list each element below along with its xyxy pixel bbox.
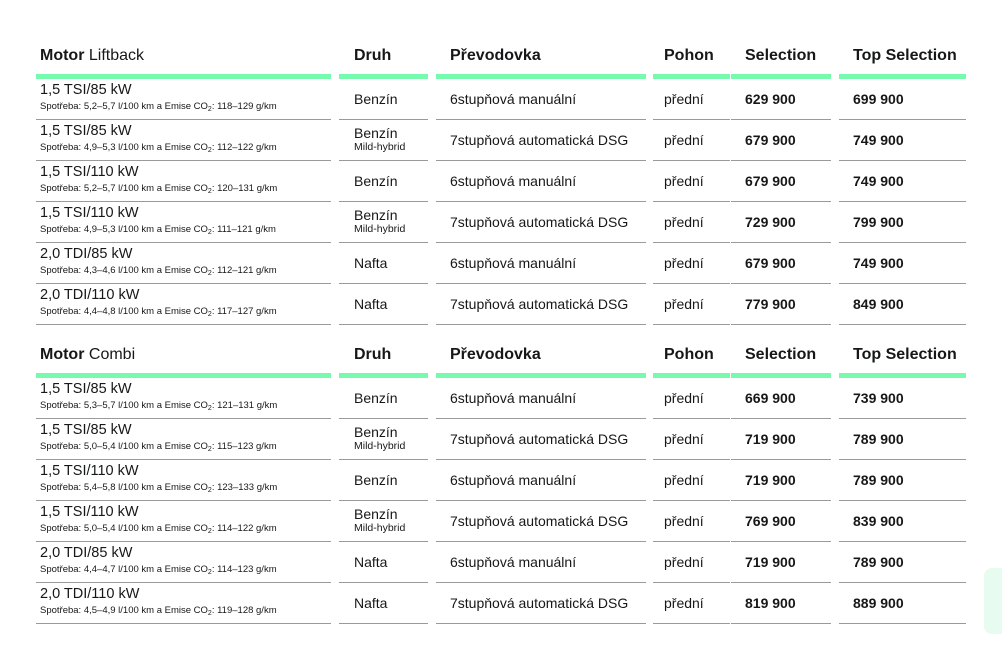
drive-header: Pohon	[664, 47, 714, 64]
top-selection-price: 799 900	[853, 214, 904, 230]
header-accent-bar	[731, 373, 831, 378]
transmission-header: Převodovka	[450, 47, 541, 64]
fuel-cell	[354, 506, 405, 534]
consumption-text: Spotřeba: 4,5–4,9 l/100 km a Emise CO	[40, 605, 208, 616]
fuel-type: Nafta	[354, 554, 388, 570]
emission-text: : 111–121 g/km	[211, 224, 276, 235]
consumption-text: Spotřeba: 4,9–5,3 l/100 km a Emise CO	[40, 224, 208, 235]
row-divider	[36, 324, 331, 325]
row-divider	[436, 201, 646, 202]
row-divider	[436, 459, 646, 460]
row-divider	[339, 324, 428, 325]
engine-name: 1,5 TSI/110 kW	[40, 164, 139, 180]
emission-text: : 121–131 g/km	[211, 400, 278, 411]
row-divider	[839, 582, 966, 583]
row-divider	[339, 582, 428, 583]
row-divider	[731, 324, 831, 325]
transmission-cell: 7stupňová automatická DSG	[450, 214, 629, 230]
engine-name: 1,5 TSI/85 kW	[40, 82, 132, 98]
row-divider	[653, 119, 730, 120]
row-divider	[339, 201, 428, 202]
row-divider	[731, 582, 831, 583]
fuel-cell	[354, 173, 398, 189]
drive-cell: přední	[664, 255, 704, 271]
row-divider	[653, 201, 730, 202]
consumption-emission-note	[40, 100, 277, 113]
consumption-text: Spotřeba: 5,4–5,8 l/100 km a Emise CO	[40, 482, 208, 493]
row-divider	[36, 119, 331, 120]
fuel-subtype: Mild-hybrid	[354, 440, 406, 452]
row-divider	[339, 119, 428, 120]
selection-price: 669 900	[745, 390, 796, 406]
engine-cell	[40, 286, 277, 318]
fuel-type: Benzín	[354, 91, 398, 107]
row-divider	[653, 541, 730, 542]
top-selection-price: 749 900	[853, 173, 904, 189]
engine-name: 2,0 TDI/110 kW	[40, 287, 140, 303]
fuel-cell	[354, 472, 398, 488]
consumption-emission-note	[40, 223, 276, 236]
row-divider	[36, 283, 331, 284]
emission-text: : 112–122 g/km	[211, 142, 277, 153]
row-divider	[653, 324, 730, 325]
fuel-header: Druh	[354, 47, 392, 64]
top-selection-price: 789 900	[853, 472, 904, 488]
consumption-emission-note	[40, 264, 277, 277]
row-divider	[436, 324, 646, 325]
row-divider	[436, 582, 646, 583]
top-selection-header: Top Selection	[853, 346, 957, 363]
drive-cell: přední	[664, 173, 704, 189]
transmission-cell: 6stupňová manuální	[450, 390, 577, 406]
transmission-cell: 6stupňová manuální	[450, 173, 577, 189]
emission-text: : 115–123 g/km	[211, 441, 277, 452]
fuel-cell	[354, 595, 387, 611]
row-divider	[436, 160, 646, 161]
drive-cell: přední	[664, 296, 704, 312]
engine-name: 1,5 TSI/85 kW	[40, 381, 132, 397]
row-divider	[731, 500, 831, 501]
top-selection-price: 889 900	[853, 595, 904, 611]
selection-price: 779 900	[745, 296, 796, 312]
fuel-subtype: Mild-hybrid	[354, 141, 406, 153]
fuel-cell	[354, 554, 387, 570]
selection-price: 719 900	[745, 431, 796, 447]
motor-header	[40, 47, 144, 65]
motor-header	[40, 346, 135, 364]
fuel-cell	[354, 125, 405, 153]
row-divider	[36, 541, 331, 542]
row-divider	[339, 623, 428, 624]
header-accent-bar	[731, 74, 831, 79]
row-divider	[839, 500, 966, 501]
drive-cell: přední	[664, 214, 704, 230]
row-divider	[731, 160, 831, 161]
row-divider	[36, 201, 331, 202]
selection-price: 769 900	[745, 513, 796, 529]
consumption-emission-note	[40, 563, 277, 576]
selection-price: 679 900	[745, 255, 796, 271]
row-divider	[339, 500, 428, 501]
consumption-emission-note	[40, 604, 277, 617]
header-accent-bar	[436, 74, 646, 79]
fuel-cell	[354, 296, 387, 312]
row-divider	[339, 418, 428, 419]
transmission-cell: 7stupňová automatická DSG	[450, 431, 629, 447]
row-divider	[436, 283, 646, 284]
selection-price: 629 900	[745, 91, 796, 107]
top-selection-price: 749 900	[853, 132, 904, 148]
header-accent-bar	[839, 74, 966, 79]
top-selection-price: 699 900	[853, 91, 904, 107]
co2-subscript: 2	[207, 528, 212, 535]
fuel-type: Benzín	[354, 506, 398, 522]
row-divider	[436, 242, 646, 243]
consumption-text: Spotřeba: 5,3–5,7 l/100 km a Emise CO	[40, 400, 208, 411]
emission-text: : 112–121 g/km	[211, 265, 277, 276]
transmission-cell: 6stupňová manuální	[450, 91, 577, 107]
row-divider	[36, 242, 331, 243]
top-selection-price: 789 900	[853, 554, 904, 570]
row-divider	[731, 541, 831, 542]
row-divider	[339, 160, 428, 161]
engine-cell	[40, 245, 277, 277]
co2-subscript: 2	[207, 311, 212, 318]
consumption-emission-note	[40, 481, 277, 494]
transmission-cell: 7stupňová automatická DSG	[450, 513, 629, 529]
fuel-header: Druh	[354, 346, 392, 363]
motor-label: Motor	[40, 47, 85, 64]
row-divider	[839, 541, 966, 542]
engine-cell	[40, 585, 277, 617]
engine-name: 2,0 TDI/110 kW	[40, 586, 140, 602]
row-divider	[436, 418, 646, 419]
fuel-cell	[354, 207, 405, 235]
top-selection-header: Top Selection	[853, 47, 957, 64]
row-divider	[839, 201, 966, 202]
drive-cell: přední	[664, 390, 704, 406]
engine-cell	[40, 204, 276, 236]
header-accent-bar	[653, 373, 730, 378]
row-divider	[436, 541, 646, 542]
consumption-emission-note	[40, 399, 277, 412]
transmission-cell: 7stupňová automatická DSG	[450, 296, 629, 312]
row-divider	[653, 160, 730, 161]
co2-subscript: 2	[207, 188, 212, 195]
fuel-type: Nafta	[354, 296, 388, 312]
header-accent-bar	[339, 74, 428, 79]
selection-price: 819 900	[745, 595, 796, 611]
row-divider	[839, 242, 966, 243]
selection-price: 729 900	[745, 214, 796, 230]
row-divider	[839, 119, 966, 120]
engine-cell	[40, 122, 277, 154]
engine-cell	[40, 380, 277, 412]
row-divider	[653, 242, 730, 243]
transmission-cell: 6stupňová manuální	[450, 554, 577, 570]
drive-cell: přední	[664, 554, 704, 570]
emission-text: : 114–122 g/km	[211, 523, 277, 534]
row-divider	[653, 283, 730, 284]
row-divider	[36, 582, 331, 583]
engine-name: 2,0 TDI/85 kW	[40, 246, 133, 262]
emission-text: : 123–133 g/km	[211, 482, 278, 493]
fuel-type: Benzín	[354, 173, 398, 189]
emission-text: : 119–128 g/km	[211, 605, 277, 616]
engine-name: 1,5 TSI/110 kW	[40, 504, 139, 520]
transmission-cell: 6stupňová manuální	[450, 472, 577, 488]
row-divider	[731, 623, 831, 624]
consumption-text: Spotřeba: 4,4–4,8 l/100 km a Emise CO	[40, 306, 208, 317]
row-divider	[839, 160, 966, 161]
co2-subscript: 2	[207, 446, 212, 453]
transmission-header: Převodovka	[450, 346, 541, 363]
consumption-emission-note	[40, 305, 277, 318]
fuel-type: Benzín	[354, 424, 398, 440]
row-divider	[653, 459, 730, 460]
engine-cell	[40, 163, 277, 195]
row-divider	[36, 623, 331, 624]
drive-cell: přední	[664, 595, 704, 611]
consumption-text: Spotřeba: 4,4–4,7 l/100 km a Emise CO	[40, 564, 208, 575]
engine-cell	[40, 81, 277, 113]
co2-subscript: 2	[207, 487, 212, 494]
row-divider	[731, 418, 831, 419]
co2-subscript: 2	[207, 405, 212, 412]
header-accent-bar	[436, 373, 646, 378]
consumption-text: Spotřeba: 4,9–5,3 l/100 km a Emise CO	[40, 142, 208, 153]
fuel-type: Benzín	[354, 207, 398, 223]
row-divider	[36, 160, 331, 161]
engine-cell	[40, 544, 277, 576]
row-divider	[731, 119, 831, 120]
header-accent-bar	[36, 373, 331, 378]
selection-price: 719 900	[745, 554, 796, 570]
consumption-emission-note	[40, 440, 277, 453]
row-divider	[339, 541, 428, 542]
drive-cell: přední	[664, 513, 704, 529]
top-selection-price: 849 900	[853, 296, 904, 312]
co2-subscript: 2	[207, 270, 212, 277]
co2-subscript: 2	[207, 610, 212, 617]
model-name: Combi	[88, 346, 136, 363]
row-divider	[36, 500, 331, 501]
fuel-type: Nafta	[354, 595, 388, 611]
selection-price: 679 900	[745, 132, 796, 148]
consumption-emission-note	[40, 522, 277, 535]
selection-header: Selection	[745, 346, 817, 363]
fuel-cell	[354, 424, 405, 452]
drive-cell: přední	[664, 472, 704, 488]
engine-cell	[40, 462, 277, 494]
row-divider	[339, 283, 428, 284]
row-divider	[839, 324, 966, 325]
co2-subscript: 2	[207, 569, 212, 576]
header-accent-bar	[339, 373, 428, 378]
row-divider	[436, 500, 646, 501]
header-accent-bar	[36, 74, 331, 79]
fuel-type: Benzín	[354, 390, 398, 406]
drive-header: Pohon	[664, 346, 714, 363]
consumption-text: Spotřeba: 5,2–5,7 l/100 km a Emise CO	[40, 101, 208, 112]
side-tab-decoration	[984, 568, 1002, 634]
row-divider	[339, 242, 428, 243]
row-divider	[731, 242, 831, 243]
engine-name: 1,5 TSI/85 kW	[40, 123, 132, 139]
co2-subscript: 2	[207, 229, 212, 236]
fuel-cell	[354, 390, 398, 406]
fuel-cell	[354, 255, 387, 271]
consumption-text: Spotřeba: 5,0–5,4 l/100 km a Emise CO	[40, 441, 208, 452]
row-divider	[731, 283, 831, 284]
engine-cell	[40, 421, 277, 453]
header-accent-bar	[839, 373, 966, 378]
row-divider	[731, 201, 831, 202]
engine-name: 1,5 TSI/85 kW	[40, 422, 132, 438]
row-divider	[36, 459, 331, 460]
emission-text: : 118–129 g/km	[211, 101, 277, 112]
drive-cell: přední	[664, 132, 704, 148]
top-selection-price: 789 900	[853, 431, 904, 447]
fuel-subtype: Mild-hybrid	[354, 522, 406, 534]
transmission-cell: 6stupňová manuální	[450, 255, 577, 271]
row-divider	[839, 459, 966, 460]
model-name: Liftback	[88, 47, 145, 64]
consumption-emission-note	[40, 182, 277, 195]
selection-price: 719 900	[745, 472, 796, 488]
fuel-subtype: Mild-hybrid	[354, 223, 406, 235]
row-divider	[839, 283, 966, 284]
row-divider	[653, 418, 730, 419]
consumption-emission-note	[40, 141, 277, 154]
row-divider	[653, 623, 730, 624]
emission-text: : 114–123 g/km	[211, 564, 277, 575]
transmission-cell: 7stupňová automatická DSG	[450, 132, 629, 148]
row-divider	[839, 623, 966, 624]
row-divider	[36, 418, 331, 419]
row-divider	[653, 582, 730, 583]
fuel-type: Nafta	[354, 255, 388, 271]
row-divider	[653, 500, 730, 501]
fuel-type: Benzín	[354, 125, 398, 141]
consumption-text: Spotřeba: 5,0–5,4 l/100 km a Emise CO	[40, 523, 208, 534]
row-divider	[839, 418, 966, 419]
row-divider	[436, 623, 646, 624]
top-selection-price: 839 900	[853, 513, 904, 529]
drive-cell: přední	[664, 431, 704, 447]
emission-text: : 120–131 g/km	[211, 183, 278, 194]
co2-subscript: 2	[207, 106, 212, 113]
engine-cell	[40, 503, 277, 535]
drive-cell: přední	[664, 91, 704, 107]
consumption-text: Spotřeba: 5,2–5,7 l/100 km a Emise CO	[40, 183, 208, 194]
engine-name: 2,0 TDI/85 kW	[40, 545, 133, 561]
top-selection-price: 739 900	[853, 390, 904, 406]
top-selection-price: 749 900	[853, 255, 904, 271]
fuel-type: Benzín	[354, 472, 398, 488]
row-divider	[731, 459, 831, 460]
header-accent-bar	[653, 74, 730, 79]
selection-price: 679 900	[745, 173, 796, 189]
row-divider	[339, 459, 428, 460]
engine-name: 1,5 TSI/110 kW	[40, 463, 139, 479]
selection-header: Selection	[745, 47, 817, 64]
engine-name: 1,5 TSI/110 kW	[40, 205, 139, 221]
fuel-cell	[354, 91, 398, 107]
co2-subscript: 2	[207, 147, 212, 154]
emission-text: : 117–127 g/km	[211, 306, 277, 317]
transmission-cell: 7stupňová automatická DSG	[450, 595, 629, 611]
motor-label: Motor	[40, 346, 85, 363]
consumption-text: Spotřeba: 4,3–4,6 l/100 km a Emise CO	[40, 265, 208, 276]
row-divider	[436, 119, 646, 120]
